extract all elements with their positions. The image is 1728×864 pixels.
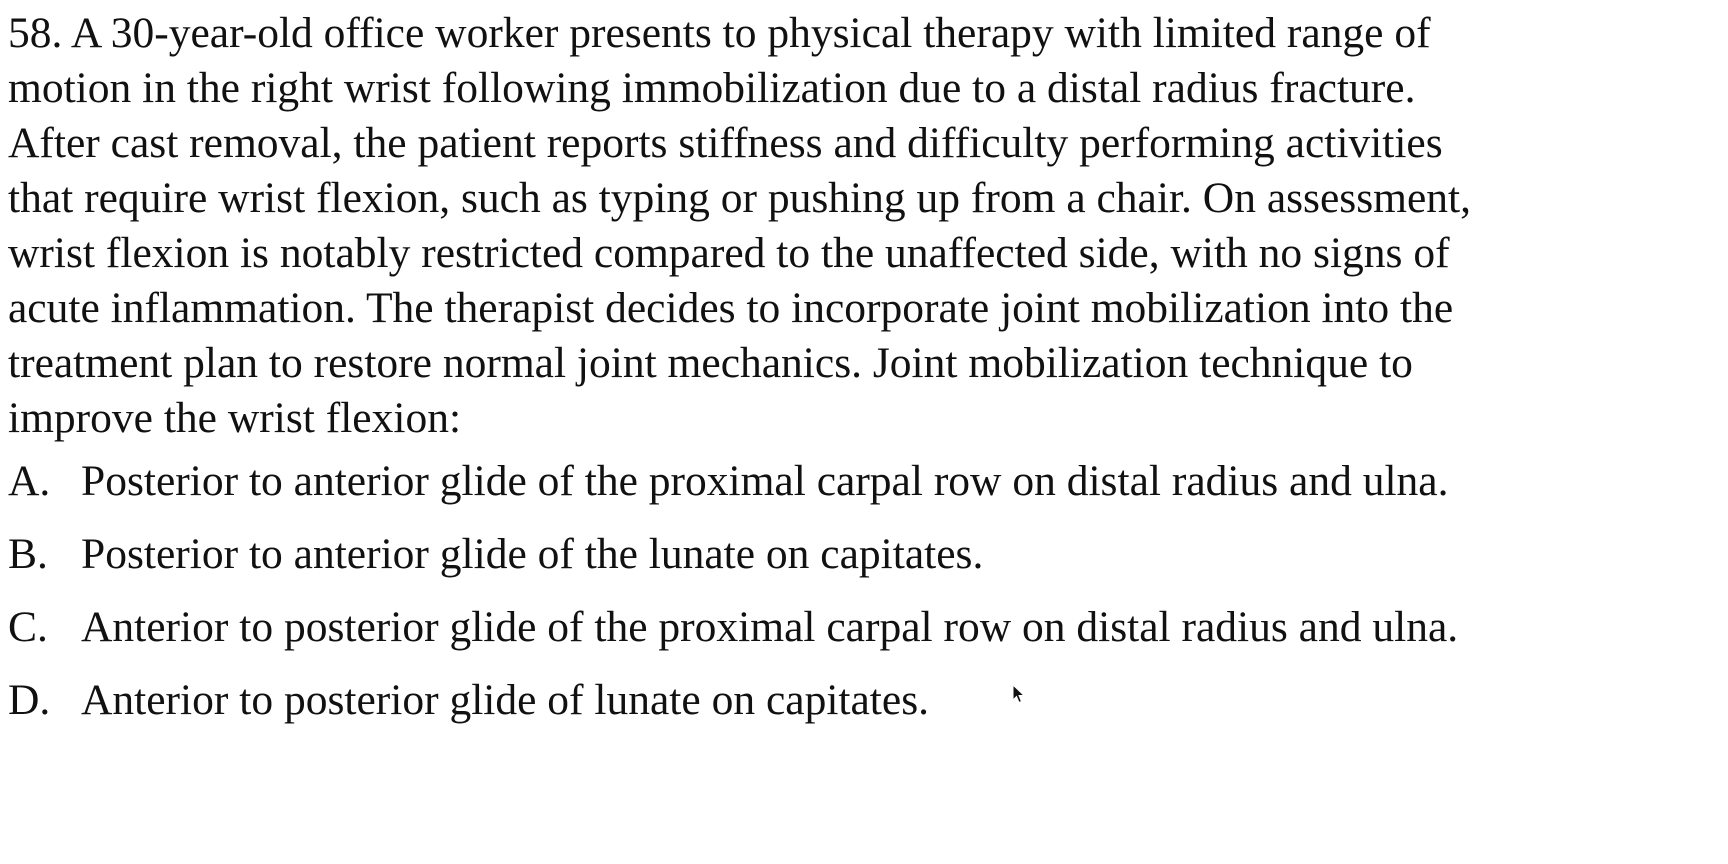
question-stem: [8, 6, 1724, 446]
option-letter: B.: [8, 530, 48, 578]
question-line: that require wrist flexion, such as typing or pushing up from a chair. On assessment,: [8, 174, 1472, 222]
option-text: Posterior to anterior glide of the proximal carpal row on distal radius and ulna.: [81, 457, 1449, 505]
question-line: motion in the right wrist following immobilization due to a distal radius fracture.: [8, 64, 1416, 112]
question-line: wrist flexion is notably restricted compared to the unaffected side, with no signs of: [8, 229, 1450, 277]
answer-option-a[interactable]: [8, 454, 1724, 509]
question-line: After cast removal, the patient reports stiffness and difficulty performing activities: [8, 119, 1443, 167]
option-text: Anterior to posterior glide of the proximal carpal row on distal radius and ulna.: [81, 603, 1459, 651]
option-text: Posterior to anterior glide of the lunate on capitates.: [81, 530, 984, 578]
option-letter: C.: [8, 603, 48, 651]
question-page: [8, 6, 1724, 746]
answer-option-b[interactable]: [8, 527, 1724, 582]
question-line: 58. A 30-year-old office worker presents to physical therapy with limited range of: [8, 9, 1431, 57]
answer-options: [8, 454, 1724, 728]
question-number: 58.: [8, 9, 63, 57]
question-line: treatment plan to restore normal joint mechanics. Joint mobilization technique to: [8, 339, 1413, 387]
question-line: acute inflammation. The therapist decides to incorporate joint mobilization into the: [8, 284, 1454, 332]
answer-option-c[interactable]: [8, 600, 1724, 655]
question-line: improve the wrist flexion:: [8, 394, 462, 442]
option-letter: D.: [8, 676, 51, 724]
option-text: Anterior to posterior glide of lunate on capitates.: [81, 676, 929, 724]
option-letter: A.: [8, 457, 51, 505]
answer-option-d[interactable]: [8, 673, 1724, 728]
mouse-pointer-icon: [1012, 684, 1026, 704]
